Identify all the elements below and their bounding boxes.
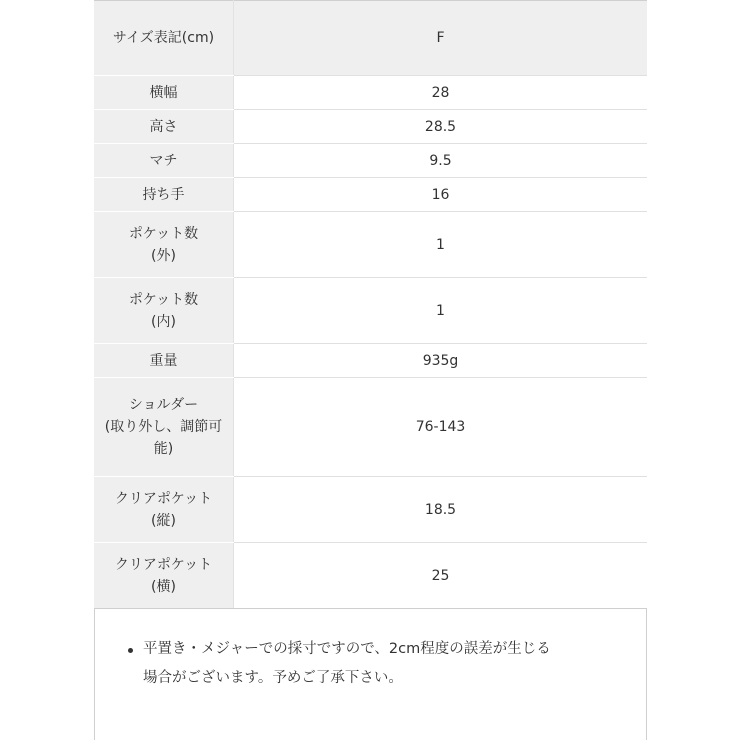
table-row-header: [94, 1, 647, 76]
header-label: サイズ表記(cm): [94, 1, 234, 76]
row-label-width: 横幅: [94, 76, 234, 110]
table-row: [94, 144, 647, 178]
label-line: ポケット数: [128, 291, 199, 308]
row-label-shoulder: [94, 378, 234, 477]
note-line: 平置き・メジャーでの採寸ですので、2cm程度の誤差が生じる: [143, 641, 551, 657]
notes-section: [94, 608, 647, 740]
label-line: 能): [153, 441, 174, 457]
row-value-height: 28.5: [234, 110, 648, 144]
label-line: (外): [151, 247, 176, 264]
table-row: [94, 378, 647, 477]
row-value-weight: 935g: [234, 344, 648, 378]
row-label-gusset: マチ: [94, 144, 234, 178]
label-line: (内): [151, 313, 176, 330]
row-label-pockets-outer: [94, 212, 234, 278]
row-label-pockets-inner: [94, 278, 234, 344]
notes-list: [128, 635, 618, 693]
table-row: [94, 76, 647, 110]
table-row: [94, 543, 647, 609]
row-value-gusset: 9.5: [234, 144, 648, 178]
note-item: [128, 635, 618, 693]
header-value: F: [234, 1, 648, 76]
row-value-clear-pocket-vertical: 18.5: [234, 477, 648, 543]
size-spec-table: [94, 0, 647, 609]
label-line: クリアポケット: [114, 490, 213, 507]
row-label-clear-pocket-horizontal: [94, 543, 234, 609]
row-value-handle: 16: [234, 178, 648, 212]
label-line: (取り外し、調節可: [104, 419, 223, 435]
label-line: ショルダー: [128, 397, 199, 413]
row-value-pockets-inner: 1: [234, 278, 648, 344]
bullet-icon: [128, 648, 133, 653]
table-row: [94, 344, 647, 378]
table-row: [94, 178, 647, 212]
row-label-clear-pocket-vertical: [94, 477, 234, 543]
table-row: [94, 278, 647, 344]
row-label-handle: 持ち手: [94, 178, 234, 212]
table-row: [94, 110, 647, 144]
label-line: (横): [151, 578, 176, 595]
row-value-width: 28: [234, 76, 648, 110]
table-row: [94, 212, 647, 278]
label-line: ポケット数: [128, 225, 199, 242]
table-row: [94, 477, 647, 543]
row-value-shoulder: 76-143: [234, 378, 648, 477]
row-value-pockets-outer: 1: [234, 212, 648, 278]
label-line: クリアポケット: [114, 556, 213, 573]
label-line: (縦): [151, 512, 176, 529]
row-label-height: 高さ: [94, 110, 234, 144]
note-line: 場合がございます。予めご了承下さい。: [143, 670, 403, 686]
row-label-weight: 重量: [94, 344, 234, 378]
row-value-clear-pocket-horizontal: 25: [234, 543, 648, 609]
